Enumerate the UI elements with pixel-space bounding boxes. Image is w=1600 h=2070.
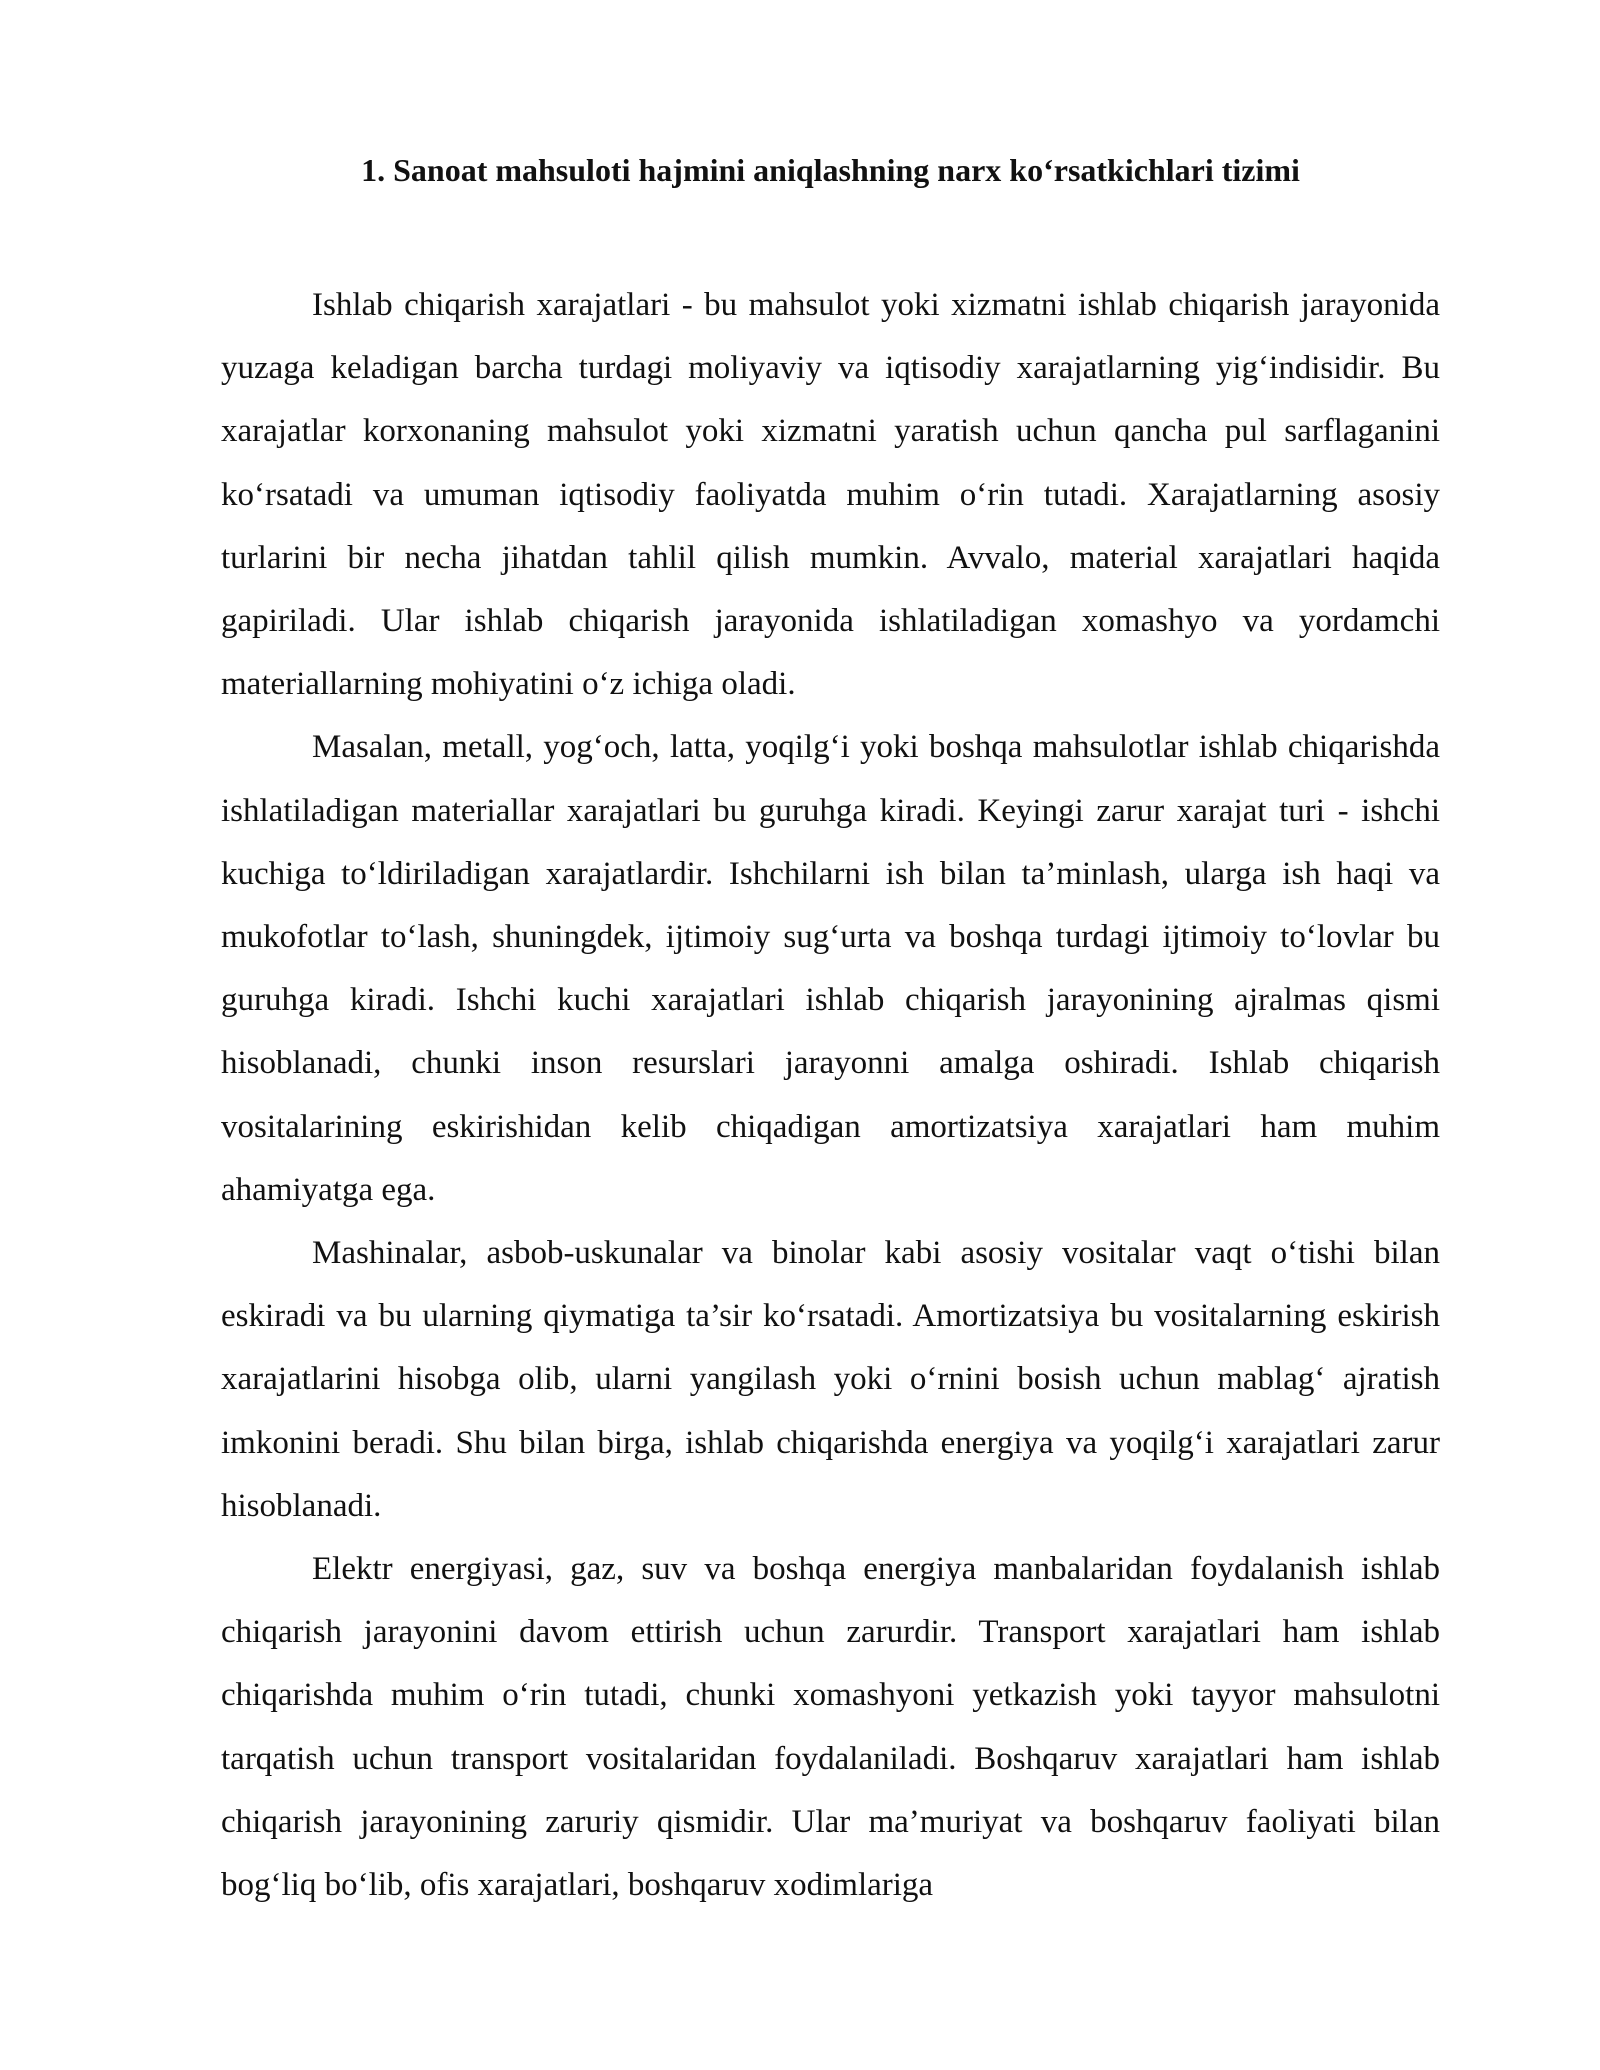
document-body (221, 274, 1440, 1917)
page-title: 1. Sanoat mahsuloti hajmini aniqlashning narx koʻrsatkichlari tizimi (361, 152, 1300, 188)
paragraph: Ishlab chiqarish xarajatlari - bu mahsulot yoki xizmatni ishlab chiqarish jarayonida yuzaga keladigan barcha turdagi moliyaviy va iqtisodiy xarajatlarning yigʻindisidir. Bu xarajatlar korxonaning mahsulot yoki xizmatni yaratish uchun qancha pul sarflaganini koʻrsatadi va umuman iqtisodiy faoliyatda muhim oʻrin tutadi. Xarajatlarning asosiy turlarini bir necha jihatdan tahlil qilish mumkin. Avvalo, material xarajatlari haqida gapiriladi. Ular ishlab chiqarish jarayonida ishlatiladigan xomashyo va yordamchi materiallarning mohiyatini oʻz ichiga oladi. (221, 287, 1440, 703)
paragraph: Mashinalar, asbob-uskunalar va binolar kabi asosiy vositalar vaqt oʻtishi bilan eskiradi va bu ularning qiymatiga ta’sir koʻrsatadi. Amortizatsiya bu vositalarning eskirish xarajatlarini hisobga olib, ularni yangilash yoki oʻrnini bosish uchun mablagʻ ajratish imkonini beradi. Shu bilan birga, ishlab chiqarishda energiya va yoqilgʻi xarajatlari zarur hisoblanadi. (221, 1235, 1440, 1524)
paragraph: Elektr energiyasi, gaz, suv va boshqa energiya manbalaridan foydalanish ishlab chiqarish jarayonini davom ettirish uchun zarurdir. Transport xarajatlari ham ishlab chiqarishda muhim oʻrin tutadi, chunki xomashyoni yetkazish yoki tayyor mahsulotni tarqatish uchun transport vositalaridan foydalaniladi. Boshqaruv xarajatlari ham ishlab chiqarish jarayonining zaruriy qismidir. Ular ma’muriyat va boshqaruv faoliyati bilan bogʻliq boʻlib, ofis xarajatlari, boshqaruv xodimlariga (221, 1551, 1440, 1904)
document-content (221, 148, 1440, 1917)
paragraph: Masalan, metall, yogʻoch, latta, yoqilgʻi yoki boshqa mahsulotlar ishlab chiqarishda ishlatiladigan materiallar xarajatlari bu guruhga kiradi. Keyingi zarur xarajat turi - ishchi kuchiga toʻldiriladigan xarajatlardir. Ishchilarni ish bilan ta’minlash, ularga ish haqi va mukofotlar toʻlash, shuningdek, ijtimoiy sugʻurta va boshqa turdagi ijtimoiy toʻlovlar bu guruhga kiradi. Ishchi kuchi xarajatlari ishlab chiqarish jarayonining ajralmas qismi hisoblanadi, chunki inson resurslari jarayonni amalga oshiradi. Ishlab chiqarish vositalarining eskirishidan kelib chiqadigan amortizatsiya xarajatlari ham muhim ahamiyatga ega. (221, 729, 1440, 1208)
